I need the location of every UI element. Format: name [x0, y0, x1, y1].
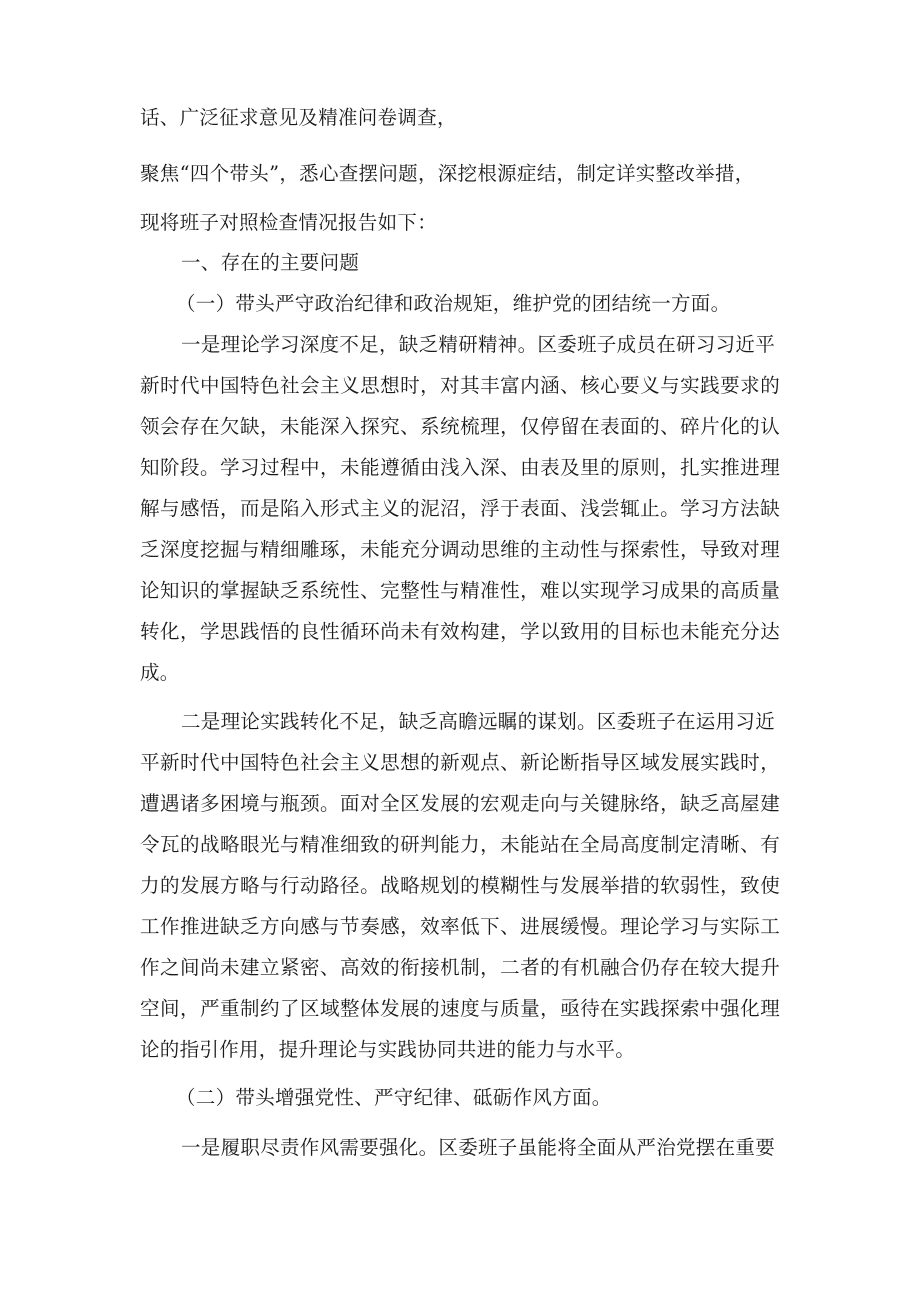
para-2-line-1: 二是理论实践转化不足，缺乏高瞻远瞩的谋划。区委班子在运用习近: [181, 710, 776, 733]
para-2-line-9: 论的指引作用，提升理论与实践协同共进的能力与水平。: [140, 1038, 636, 1061]
para-1-line-7: 论知识的掌握缺乏系统性、完整性与精准性，难以实现学习成果的高质量: [140, 579, 780, 602]
para-1-line-8: 转化，学思践悟的良性循环尚未有效构建，学以致用的目标也未能充分达: [140, 620, 780, 643]
para-2-line-3: 遭遇诸多困境与瓶颈。面对全区发展的宏观走向与关键脉络，缺乏高屋建: [140, 792, 780, 815]
subsection-1-title: （一）带头严守政治纪律和政治规矩，维护党的团结统一方面。: [176, 292, 731, 315]
para-1-line-5: 解与感悟，而是陷入形式主义的泥沼，浮于表面、浅尝辄止。学习方法缺: [140, 497, 780, 520]
para-1-line-1: 一是理论学习深度不足，缺乏精研精神。区委班子成员在研习习近平: [181, 333, 776, 356]
section-1-title: 一、存在的主要问题: [181, 251, 360, 274]
para-2-line-2: 平新时代中国特色社会主义思想的新观点、新论断指导区域发展实践时，: [140, 751, 780, 774]
para-2-line-5: 力的发展方略与行动路径。战略规划的模糊性与发展举措的软弱性，致使: [140, 874, 780, 897]
intro-line-1: 话、广泛征求意见及精准问卷调查，: [140, 106, 457, 129]
para-2-line-8: 空间，严重制约了区域整体发展的速度与质量，亟待在实践探索中强化理: [140, 997, 780, 1020]
para-2-line-4: 令瓦的战略眼光与精准细致的研判能力，未能站在全局高度制定清晰、有: [140, 833, 780, 856]
para-1-line-4: 知阶段。学习过程中，未能遵循由浅入深、由表及里的原则，扎实推进理: [140, 456, 780, 479]
intro-line-2: 聚焦“四个带头”，悉心查摆问题，深挖根源症结，制定详实整改举措，: [140, 162, 755, 185]
para-2-line-6: 工作推进缺乏方向感与节奏感，效率低下、进展缓慢。理论学习与实际工: [140, 915, 780, 938]
para-1-line-2: 新时代中国特色社会主义思想时，对其丰富内涵、核心要义与实践要求的: [140, 374, 780, 397]
intro-line-3: 现将班子对照检查情况报告如下：: [140, 211, 438, 234]
para-3-line-1: 一是履职尽责作风需要强化。区委班子虽能将全面从严治党摆在重要: [181, 1136, 776, 1159]
subsection-2-title: （二）带头增强党性、严守纪律、砥砺作风方面。: [176, 1086, 612, 1109]
para-1-line-3: 领会存在欠缺，未能深入探究、系统梳理，仅停留在表面的、碎片化的认: [140, 415, 780, 438]
para-1-line-9: 成。: [140, 661, 180, 684]
para-2-line-7: 作之间尚未建立紧密、高效的衔接机制，二者的有机融合仍存在较大提升: [140, 956, 780, 979]
para-1-line-6: 乏深度挖掘与精细雕琢，未能充分调动思维的主动性与探索性，导致对理: [140, 538, 780, 561]
